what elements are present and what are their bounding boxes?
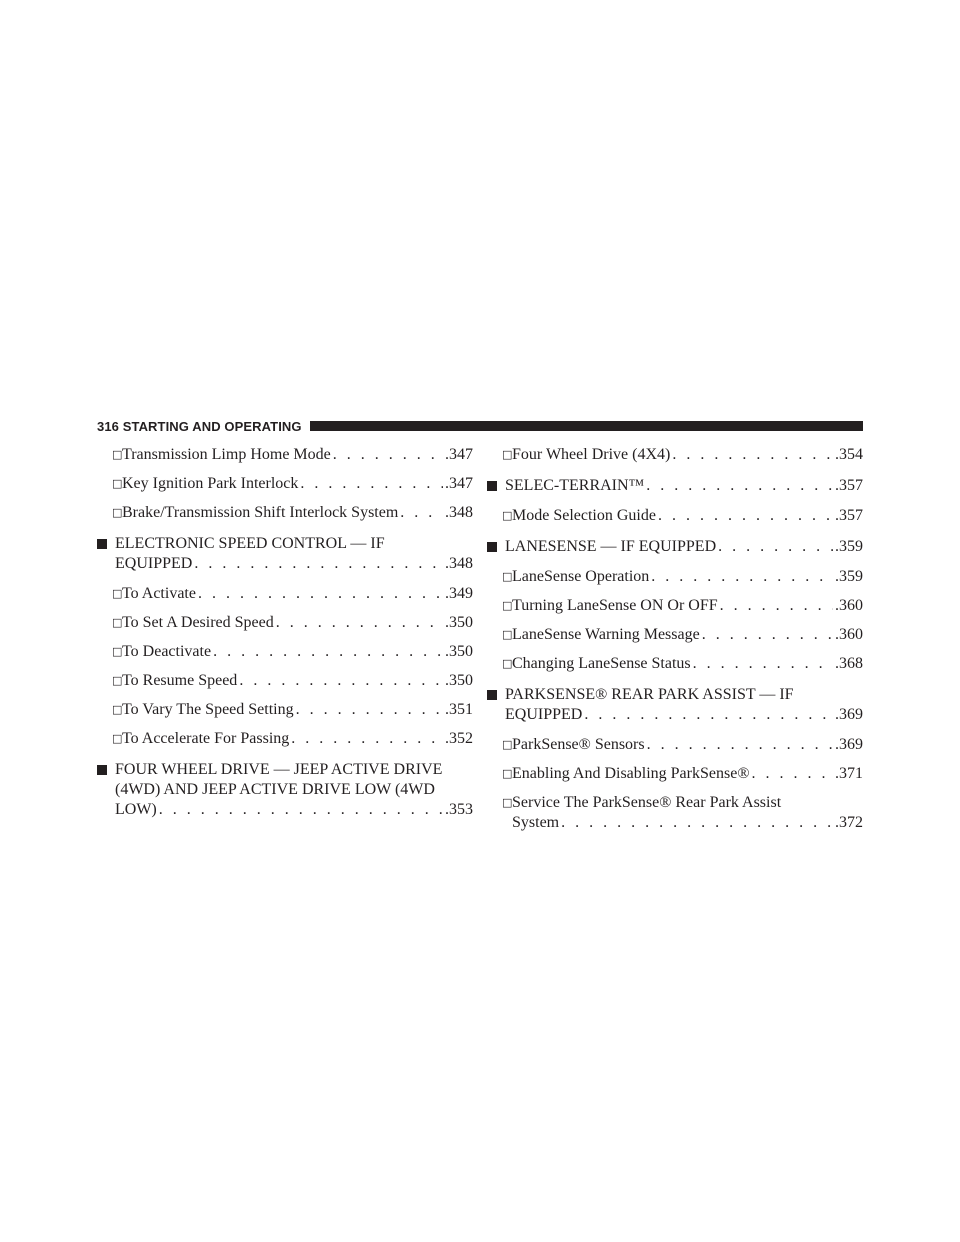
hollow-square-bullet-icon: □ bbox=[502, 599, 513, 612]
toc-subsection-entry[interactable] bbox=[487, 596, 863, 616]
toc-entry-content bbox=[512, 506, 863, 526]
dot-leader bbox=[720, 596, 833, 616]
toc-page-number: .369 bbox=[835, 736, 863, 753]
toc-page-number: .368 bbox=[835, 655, 863, 672]
toc-entry-content bbox=[512, 793, 863, 833]
toc-subsection-entry[interactable] bbox=[97, 474, 473, 494]
toc-subsection-entry[interactable] bbox=[97, 700, 473, 720]
toc-entry-title-line: Brake/Transmission Shift Interlock System bbox=[122, 504, 399, 521]
toc-page-number: .357 bbox=[835, 507, 863, 524]
toc-entry-title-line: FOUR WHEEL DRIVE — JEEP ACTIVE DRIVE bbox=[115, 761, 443, 778]
hollow-square-bullet-icon: □ bbox=[502, 796, 513, 809]
dot-leader bbox=[400, 503, 443, 523]
hollow-square-bullet-icon: □ bbox=[112, 506, 123, 519]
dot-leader bbox=[213, 642, 443, 662]
toc-page-number: .347 bbox=[445, 475, 473, 492]
toc-subsection-entry[interactable] bbox=[487, 764, 863, 784]
toc-entry-content bbox=[505, 537, 863, 557]
square-bullet-icon bbox=[487, 685, 505, 705]
toc-entry-title-line: Enabling And Disabling ParkSense® bbox=[512, 765, 750, 782]
toc-subsection-entry[interactable] bbox=[487, 625, 863, 645]
toc-page-number: .360 bbox=[835, 597, 863, 614]
toc-page-number: .359 bbox=[835, 568, 863, 585]
dot-leader bbox=[296, 700, 443, 720]
toc-entry-title-line: PARKSENSE® REAR PARK ASSIST — IF bbox=[505, 686, 794, 703]
toc-entry-title-line: Service The ParkSense® Rear Park Assist bbox=[512, 794, 782, 811]
dot-leader bbox=[561, 813, 833, 833]
toc-entry-title-line: LANESENSE — IF EQUIPPED bbox=[505, 538, 717, 555]
toc-section-entry[interactable] bbox=[97, 534, 473, 574]
toc-page-number: .357 bbox=[835, 477, 863, 494]
square-bullet-icon bbox=[97, 534, 115, 554]
dot-leader bbox=[693, 654, 833, 674]
toc-entry-content bbox=[512, 735, 863, 755]
toc-entry-title-line: EQUIPPED bbox=[115, 555, 193, 572]
toc-page-number: .349 bbox=[445, 585, 473, 602]
hollow-square-bullet-icon: □ bbox=[502, 509, 513, 522]
dot-leader bbox=[584, 705, 833, 725]
toc-section-entry[interactable] bbox=[487, 476, 863, 496]
toc-page-number: .360 bbox=[835, 626, 863, 643]
toc-subsection-entry[interactable] bbox=[97, 729, 473, 749]
dot-leader bbox=[646, 476, 833, 496]
page-number: 316 bbox=[97, 418, 119, 434]
toc-right-column bbox=[487, 436, 863, 842]
toc-subsection-entry[interactable] bbox=[97, 503, 473, 523]
toc-entry-title-line: Four Wheel Drive (4X4) bbox=[512, 446, 671, 463]
hollow-square-bullet-icon: □ bbox=[112, 448, 123, 461]
page-number-and-section bbox=[97, 419, 302, 434]
toc-page-number: .348 bbox=[445, 504, 473, 521]
dot-leader bbox=[239, 671, 443, 691]
toc-entry-content bbox=[512, 625, 863, 645]
toc-entry-content bbox=[512, 567, 863, 587]
toc-subsection-entry[interactable] bbox=[97, 642, 473, 662]
toc-entry-title-line: To Activate bbox=[122, 585, 196, 602]
hollow-square-bullet-icon: □ bbox=[112, 732, 123, 745]
toc-page-number: .350 bbox=[445, 614, 473, 631]
toc-entry-content bbox=[122, 729, 473, 749]
toc-section-entry[interactable] bbox=[97, 760, 473, 820]
hollow-square-bullet-icon: □ bbox=[502, 738, 513, 751]
toc-subsection-entry[interactable] bbox=[487, 654, 863, 674]
dot-leader bbox=[702, 625, 833, 645]
toc-left-column bbox=[97, 436, 473, 830]
toc-entry-title-line: ELECTRONIC SPEED CONTROL — IF bbox=[115, 535, 385, 552]
toc-subsection-entry[interactable] bbox=[487, 506, 863, 526]
toc-subsection-entry[interactable] bbox=[97, 671, 473, 691]
toc-subsection-entry[interactable] bbox=[97, 584, 473, 604]
toc-page-number: .352 bbox=[445, 730, 473, 747]
square-bullet-icon bbox=[97, 760, 115, 780]
toc-page-number: .351 bbox=[445, 701, 473, 718]
dot-leader bbox=[194, 554, 443, 574]
dot-leader bbox=[718, 537, 833, 557]
toc-entry-title-line: To Accelerate For Passing bbox=[122, 730, 290, 747]
toc-subsection-entry[interactable] bbox=[97, 445, 473, 465]
page-header bbox=[97, 418, 863, 434]
toc-page-number: .354 bbox=[835, 446, 863, 463]
toc-entry-title-line: To Vary The Speed Setting bbox=[122, 701, 294, 718]
toc-entry-title-line: To Deactivate bbox=[122, 643, 212, 660]
toc-entry-title-line: To Set A Desired Speed bbox=[122, 614, 274, 631]
dot-leader bbox=[672, 445, 833, 465]
toc-entry-title-line: EQUIPPED bbox=[505, 706, 583, 723]
header-rule bbox=[310, 421, 863, 431]
hollow-square-bullet-icon: □ bbox=[112, 616, 123, 629]
toc-entry-title-line: To Resume Speed bbox=[122, 672, 238, 689]
dot-leader bbox=[276, 613, 443, 633]
dot-leader bbox=[651, 567, 833, 587]
toc-entry-content bbox=[512, 445, 863, 465]
toc-entry-content bbox=[122, 474, 473, 494]
hollow-square-bullet-icon: □ bbox=[112, 674, 123, 687]
toc-entry-title-line: Mode Selection Guide bbox=[512, 507, 656, 524]
toc-page-number: .372 bbox=[835, 814, 863, 831]
dot-leader bbox=[333, 445, 443, 465]
toc-entry-title-line: LOW) bbox=[115, 801, 157, 818]
toc-page-number: .350 bbox=[445, 672, 473, 689]
toc-page-number: .369 bbox=[835, 706, 863, 723]
dot-leader bbox=[658, 506, 833, 526]
toc-entry-title-line: LaneSense Operation bbox=[512, 568, 650, 585]
toc-page-number: .359 bbox=[835, 538, 863, 555]
toc-entry-content bbox=[505, 476, 863, 496]
hollow-square-bullet-icon: □ bbox=[502, 448, 513, 461]
toc-entry-title-line: Key Ignition Park Interlock bbox=[122, 475, 299, 492]
toc-page-number: .350 bbox=[445, 643, 473, 660]
toc-entry-content bbox=[122, 613, 473, 633]
hollow-square-bullet-icon: □ bbox=[112, 703, 123, 716]
toc-entry-content bbox=[512, 764, 863, 784]
toc-entry-content bbox=[122, 503, 473, 523]
toc-entry-title-line: System bbox=[512, 814, 560, 831]
toc-entry-content bbox=[122, 445, 473, 465]
toc-entry-content bbox=[122, 584, 473, 604]
hollow-square-bullet-icon: □ bbox=[502, 657, 513, 670]
dot-leader bbox=[159, 800, 443, 820]
hollow-square-bullet-icon: □ bbox=[112, 477, 123, 490]
toc-entry-content bbox=[512, 596, 863, 616]
toc-entry-title-line: ParkSense® Sensors bbox=[512, 736, 645, 753]
toc-subsection-entry[interactable] bbox=[487, 567, 863, 587]
toc-entry-title-line: Transmission Limp Home Mode bbox=[122, 446, 331, 463]
toc-entry-title-line: (4WD) AND JEEP ACTIVE DRIVE LOW (4WD bbox=[115, 781, 435, 798]
toc-subsection-entry[interactable] bbox=[487, 445, 863, 465]
toc-page-number: .353 bbox=[445, 801, 473, 818]
toc-entry-content bbox=[122, 700, 473, 720]
toc-subsection-entry[interactable] bbox=[97, 613, 473, 633]
toc-section-entry[interactable] bbox=[487, 685, 863, 725]
dot-leader bbox=[291, 729, 443, 749]
dot-leader bbox=[198, 584, 443, 604]
toc-entry-content bbox=[505, 685, 863, 725]
toc-entry-content bbox=[122, 642, 473, 662]
toc-entry-title-line: LaneSense Warning Message bbox=[512, 626, 700, 643]
toc-entry-title-line: Changing LaneSense Status bbox=[512, 655, 691, 672]
dot-leader bbox=[647, 735, 833, 755]
toc-section-entry[interactable] bbox=[487, 537, 863, 557]
section-title: STARTING AND OPERATING bbox=[122, 418, 302, 434]
hollow-square-bullet-icon: □ bbox=[502, 628, 513, 641]
dot-leader bbox=[300, 474, 443, 494]
toc-entry-content bbox=[512, 654, 863, 674]
toc-entry-title-line: Turning LaneSense ON Or OFF bbox=[512, 597, 718, 614]
toc-entry-content bbox=[122, 671, 473, 691]
dot-leader bbox=[751, 764, 833, 784]
hollow-square-bullet-icon: □ bbox=[502, 767, 513, 780]
toc-page-number: .371 bbox=[835, 765, 863, 782]
square-bullet-icon bbox=[487, 476, 505, 496]
toc-subsection-entry[interactable] bbox=[487, 793, 863, 833]
toc-entry-content bbox=[115, 534, 473, 574]
toc-page-number: .347 bbox=[445, 446, 473, 463]
hollow-square-bullet-icon: □ bbox=[112, 645, 123, 658]
toc-entry-title-line: SELEC-TERRAIN™ bbox=[505, 477, 645, 494]
toc-page-number: .348 bbox=[445, 555, 473, 572]
toc-entry-content bbox=[115, 760, 473, 820]
hollow-square-bullet-icon: □ bbox=[502, 570, 513, 583]
square-bullet-icon bbox=[487, 537, 505, 557]
toc-subsection-entry[interactable] bbox=[487, 735, 863, 755]
hollow-square-bullet-icon: □ bbox=[112, 587, 123, 600]
